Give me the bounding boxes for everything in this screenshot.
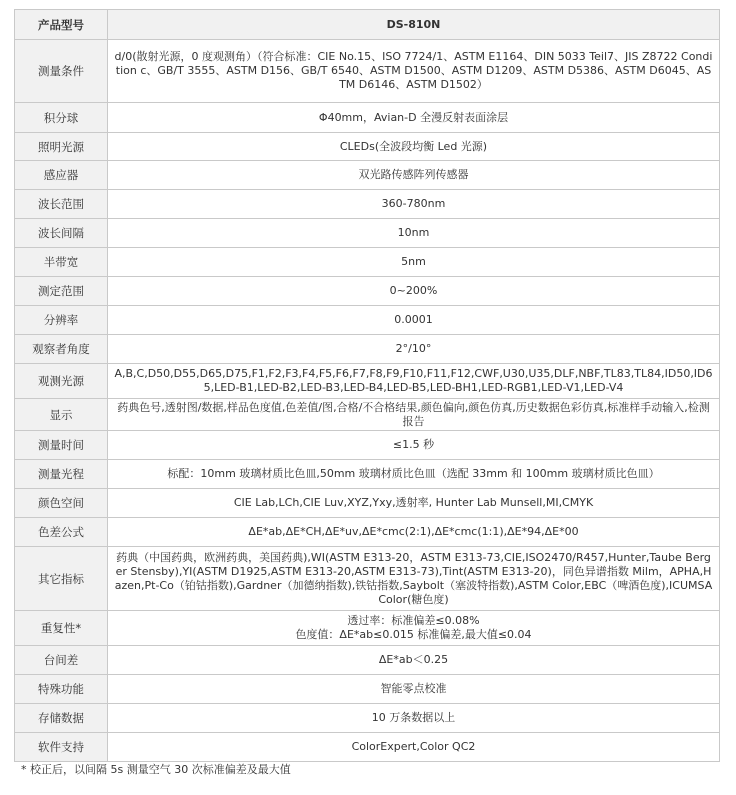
row-key: 观察者角度	[15, 335, 108, 364]
row-value: 药典（中国药典，欧洲药典，美国药典),WI(ASTM E313-20，ASTM E313-73,CIE,ISO2470/R457,Hunter,Taube Berger Stensby),YI(ASTM D1925,ASTM E313-20,ASTM E313-73),Tint(ASTM E313-20)，同色异谱指数 Milm，APHA,Hazen,Pt-Co（铂钴指数),Gardner（加德纳指数),铁钴指数,Saybolt（塞波特指数),ASTM Color,EBC（啤酒色度),ICUMSA Color(糖色度)	[108, 547, 720, 611]
row-key: 显示	[15, 399, 108, 431]
footnote: * 校正后，以间隔 5s 测量空气 30 次标准偏差及最大值	[21, 763, 291, 776]
row-measure-time	[15, 431, 720, 460]
repeatability-transmittance: 透过率：标准偏差≤0.08%	[347, 614, 480, 627]
row-key: 观测光源	[15, 364, 108, 399]
row-value: ΔE*ab,ΔE*CH,ΔE*uv,ΔE*cmc(2:1),ΔE*cmc(1:1),ΔE*94,ΔE*00	[108, 518, 720, 547]
row-half-bandwidth	[15, 248, 720, 277]
row-value: d/0(散射光源，0 度观测角）（符合标准：CIE No.15、ISO 7724/1、ASTM E1164、DIN 5033 Teil7、JIS Z8722 Condition c、GB/T 3555、ASTM D156、GB/T 6540、ASTM D1500、ASTM D1209、ASTM D5386、ASTM D6045、ASTM D6146、ASTM D1502）	[108, 40, 720, 103]
row-value	[108, 611, 720, 646]
row-key: 特殊功能	[15, 675, 108, 704]
row-value: CIE Lab,LCh,CIE Luv,XYZ,Yxy,透射率, Hunter Lab Munsell,MI,CMYK	[108, 489, 720, 518]
row-value: 0~200%	[108, 277, 720, 306]
table-header-row	[15, 10, 720, 40]
row-repeatability	[15, 611, 720, 646]
row-key: 波长间隔	[15, 219, 108, 248]
row-value: 10nm	[108, 219, 720, 248]
header-model: DS-810N	[108, 10, 720, 40]
row-illuminants	[15, 364, 720, 399]
row-key: 积分球	[15, 103, 108, 133]
row-key: 重复性*	[15, 611, 108, 646]
row-value: ΔE*ab＜0.25	[108, 646, 720, 675]
row-inter-instrument	[15, 646, 720, 675]
row-color-difference	[15, 518, 720, 547]
row-key: 半带宽	[15, 248, 108, 277]
row-display	[15, 399, 720, 431]
row-special-function	[15, 675, 720, 704]
row-measure-conditions	[15, 40, 720, 103]
row-value: 双光路传感阵列传感器	[108, 161, 720, 190]
row-key: 波长范围	[15, 190, 108, 219]
row-value: 360-780nm	[108, 190, 720, 219]
row-value: 2°/10°	[108, 335, 720, 364]
row-wavelength-range	[15, 190, 720, 219]
row-value: 0.0001	[108, 306, 720, 335]
row-key: 存储数据	[15, 704, 108, 733]
row-value: A,B,C,D50,D55,D65,D75,F1,F2,F3,F4,F5,F6,F7,F8,F9,F10,F11,F12,CWF,U30,U35,DLF,NBF,TL83,TL84,ID50,ID65,LED-B1,LED-B2,LED-B3,LED-B4,LED-B5,LED-BH1,LED-RGB1,LED-V1,LED-V4	[108, 364, 720, 399]
row-value: CLEDs(全波段均衡 Led 光源)	[108, 133, 720, 161]
row-value: 10 万条数据以上	[108, 704, 720, 733]
row-key: 色差公式	[15, 518, 108, 547]
row-value: 药典色号,透射图/数据,样品色度值,色差值/图,合格/不合格结果,颜色偏向,颜色仿真,历史数据色彩仿真,标准样手动输入,检测报告	[108, 399, 720, 431]
row-key: 测定范围	[15, 277, 108, 306]
row-light-source	[15, 133, 720, 161]
row-optical-path	[15, 460, 720, 489]
row-key: 其它指标	[15, 547, 108, 611]
row-sensor	[15, 161, 720, 190]
row-other-indices	[15, 547, 720, 611]
row-integrating-sphere	[15, 103, 720, 133]
row-key: 测量光程	[15, 460, 108, 489]
row-storage	[15, 704, 720, 733]
row-software	[15, 733, 720, 762]
row-key: 软件支持	[15, 733, 108, 762]
row-value: 标配：10mm 玻璃材质比色皿,50mm 玻璃材质比色皿（选配 33mm 和 100mm 玻璃材质比色皿）	[108, 460, 720, 489]
row-color-space	[15, 489, 720, 518]
header-label: 产品型号	[15, 10, 108, 40]
row-wavelength-interval	[15, 219, 720, 248]
row-key: 分辨率	[15, 306, 108, 335]
row-value: ≤1.5 秒	[108, 431, 720, 460]
row-value: Φ40mm，Avian-D 全漫反射表面涂层	[108, 103, 720, 133]
spec-table	[14, 9, 720, 762]
row-observer-angle	[15, 335, 720, 364]
row-key: 照明光源	[15, 133, 108, 161]
row-value: 5nm	[108, 248, 720, 277]
row-resolution	[15, 306, 720, 335]
row-value: ColorExpert,Color QC2	[108, 733, 720, 762]
row-value: 智能零点校准	[108, 675, 720, 704]
row-key: 颜色空间	[15, 489, 108, 518]
row-key: 台间差	[15, 646, 108, 675]
row-key: 感应器	[15, 161, 108, 190]
repeatability-chromaticity: 色度值：ΔE*ab≤0.015 标准偏差,最大值≤0.04	[295, 628, 532, 641]
row-key: 测量条件	[15, 40, 108, 103]
row-measure-range	[15, 277, 720, 306]
row-key: 测量时间	[15, 431, 108, 460]
